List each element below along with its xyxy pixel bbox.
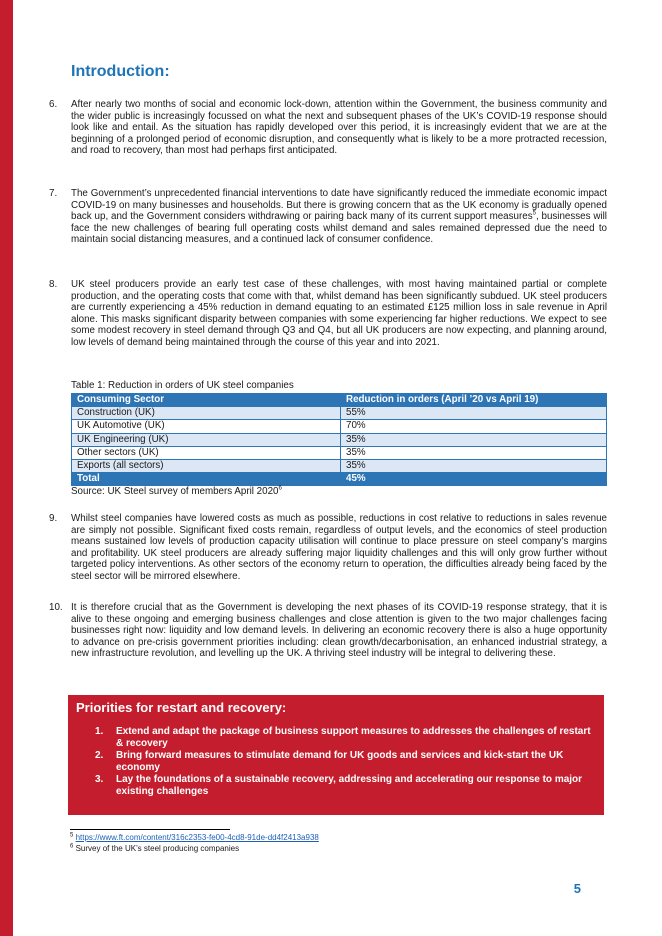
- table-cell: Total: [72, 473, 341, 486]
- footnote-divider: [70, 829, 230, 830]
- paragraph-text: It is therefore crucial that as the Government is developing the next phases of its COVID-19 response strategy, that it is alive to these ongoing and emerging business challenges and close attention is given to the two major challenges facing businesses right now: liquidity and low demand levels. In delivering an economic recovery there is also a huge opportunity to advance on pre-crisis government priorities including: clean growth/decarbonisation, an enhanced industrial strategy, a new infrastructure revolution, and levelling up the UK. A thriving steel industry will be integral to delivering these.: [71, 602, 607, 660]
- table-caption: Table 1: Reduction in orders of UK steel companies: [71, 380, 294, 391]
- table-row: [72, 407, 607, 420]
- table-cell: Other sectors (UK): [72, 446, 341, 459]
- list-item: 3. Lay the foundations of a sustainable recovery, addressing and accelerating our response to major existing challenges: [95, 774, 583, 797]
- paragraph-10: [49, 602, 607, 660]
- table-cell: 55%: [341, 407, 607, 420]
- table-cell: UK Engineering (UK): [72, 433, 341, 446]
- paragraph-8: [49, 279, 607, 349]
- paragraph-9: [49, 513, 607, 583]
- table-header: Consuming Sector: [72, 394, 341, 407]
- paragraph-7: [49, 188, 607, 246]
- left-accent-bar: [0, 0, 13, 936]
- list-item: 2. Bring forward measures to stimulate demand for UK goods and services and kick-start the UK economy: [95, 750, 564, 773]
- table-header: Reduction in orders (April ’20 vs April 19): [341, 394, 607, 407]
- paragraph-number: 10.: [49, 602, 63, 613]
- table-cell: 35%: [341, 446, 607, 459]
- footnote-ref: 5: [532, 210, 536, 217]
- table-total-row: [72, 473, 607, 486]
- paragraph-number: 6.: [49, 99, 58, 110]
- table-row: [72, 433, 607, 446]
- footnote-6: $^6$ Survey of the UK’s steel producing companies: [70, 843, 240, 853]
- paragraph-number: 7.: [49, 188, 58, 199]
- table-cell: 70%: [341, 420, 607, 433]
- table-row: [72, 446, 607, 459]
- priorities-list: [90, 726, 595, 798]
- paragraph-6: [49, 99, 607, 157]
- table-cell: 35%: [341, 459, 607, 472]
- reduction-table: [71, 393, 607, 486]
- footnote-link[interactable]: https://www.ft.com/content/316c2353-fe00-4cd8-91de-dd4f2413a938: [75, 833, 319, 842]
- table-row: [72, 420, 607, 433]
- list-item: 1. Extend and adapt the package of business support measures to addresses the challenges of restart & recovery: [95, 726, 591, 749]
- table-cell: 35%: [341, 433, 607, 446]
- paragraph-number: 8.: [49, 279, 58, 290]
- priorities-box: [68, 695, 604, 815]
- footnote-5: $^5$ https://www.ft.com/content/316c2353-fe00-4cd8-91de-dd4f2413a938: [70, 832, 319, 842]
- paragraph-number: 9.: [49, 513, 58, 524]
- paragraph-text: After nearly two months of social and economic lock-down, attention within the Government, the business community and the wider public is increasingly focussed on what the next and subsequent phases of the UK’s COVID-19 response should look like and entail. As the situation has rapidly developed over this period, it is increasingly evident that we are at the beginning of a prolonged period of economic disruption, and consequently what is likely to be a more protracted recession, and road to recovery, than most had perhaps first anticipated.: [71, 99, 607, 157]
- table-cell: Construction (UK): [72, 407, 341, 420]
- table-source: Source: UK Steel survey of members April 2020$^6$: [71, 485, 282, 497]
- section-heading: Introduction:: [71, 63, 170, 80]
- page-number: 5: [573, 881, 581, 896]
- priorities-title: Priorities for restart and recovery:: [76, 700, 287, 715]
- footnote-ref: 6: [278, 485, 282, 492]
- table-row: [72, 459, 607, 472]
- table-cell: 45%: [341, 473, 607, 486]
- table-header-row: [72, 394, 607, 407]
- table-cell: UK Automotive (UK): [72, 420, 341, 433]
- paragraph-text: UK steel producers provide an early test case of these challenges, with most having maintained partial or complete production, and the operating costs that come with that, whilst demand has been significantly subdued. UK steel producers are currently experiencing a 45% reduction in demand equating to an estimated £125 million loss in sale revenue in April alone. This masks significant disparity between companies with some experiencing far higher reductions. We expect to see some modest recovery in steel demand through Q3 and Q4, but all UK producers are now expecting, and planning around, low levels of demand being maintained through the course of this year and into 2021.: [71, 279, 607, 348]
- paragraph-text: The Government’s unprecedented financial interventions to date have significantly reduced the immediate economic impact COVID-19 on many businesses and households. But there is growing concern that as the UK economy is gradually opened back up, and the Government considers withdrawing or pairing back many of its current support measures$^5$, businesses will face the new challenges of bearing full operating costs whilst demand and sales remained depressed due the need to maintain social distancing measures, and a continued lack of consumer confidence.: [71, 188, 607, 246]
- table-cell: Exports (all sectors): [72, 459, 341, 472]
- paragraph-text: Whilst steel companies have lowered costs as much as possible, reductions in cost relative to reductions in sales revenue are simply not possible. Significant fixed costs remain, regardless of output levels, and the economics of steel production means sustained low levels of production capacity utilisation will continue to place pressure on steel company’s margins and profitability. UK steel producers are already suffering major liquidity challenges and this will only grow further without targeted policy interventions. As other sectors of the economy return to operation, the difficulties already being faced by the steel sector will be mirrored elsewhere.: [71, 513, 607, 582]
